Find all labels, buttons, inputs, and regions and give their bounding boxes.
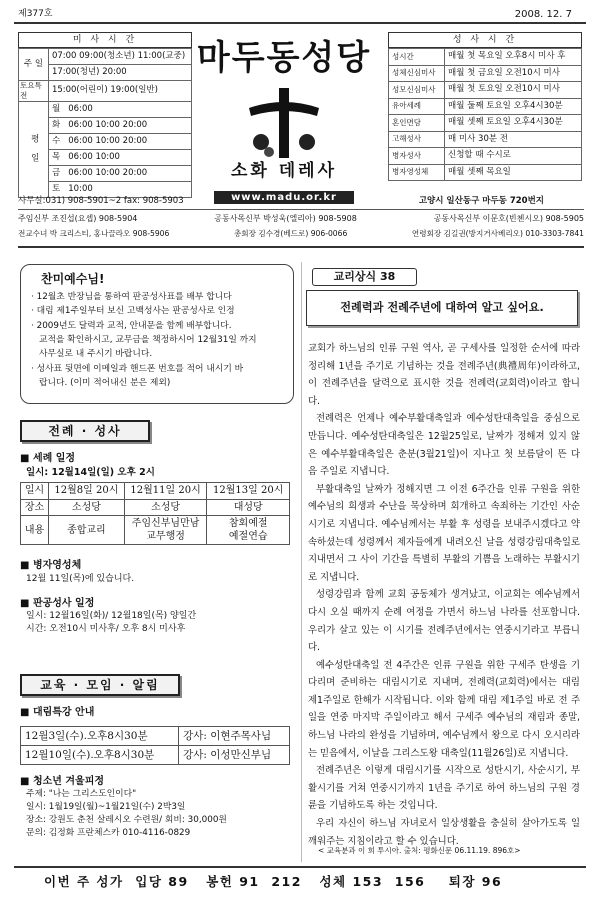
weekday-times: 06:00 10:00 20:00 [68, 120, 148, 131]
weekday-times: 10:00 [68, 184, 93, 195]
catechism-paragraph: 교회가 하느님의 인류 구원 역사, 곧 구세사를 일정한 순서에 따라 정리해 1년을 주기로 기념하는 것을 전례주년(典禮周年)이라하고, 이 전례주년을 달력으로 표시한 것을 전례력(교회력)이라고 합니다. [308, 343, 580, 407]
grid-cell: 내용 [21, 516, 49, 545]
catechism-paragraph: 우리 자신이 하느님 자녀로서 일상생활을 충실히 살아가도록 일깨워주는 지침이라고 할 수 있습니다. [308, 818, 580, 847]
liturgy-section-title: 전례 · 성사 [20, 420, 150, 442]
notice-item: · 대림 제1주일부터 보신 고백성사는 판공성사로 인정 [31, 306, 235, 317]
grid-cell: 종합교리 [49, 516, 125, 545]
confession-title: 판공성사 일정 [32, 597, 95, 609]
notice-title: 찬미예수님! [41, 272, 105, 286]
sacrament-value: 매월 셋째 목요일 [445, 164, 582, 181]
weekday-day: 월 [51, 104, 61, 115]
sacrament-key: 성모신심미사 [389, 82, 445, 99]
sacrament-value: 매월 둘째 토요일 오후4시30분 [445, 98, 582, 115]
catechism-paragraph: 부활대축일 날짜가 정해지면 그 이전 6주간을 인류 구원을 위한 예수님의 희생과 수난을 묵상하며 회개하고 속죄하는 기간인 사순시기로 지냅니다. 예수님께서는 부활 후 성령을 보내주시겠다고 약속하셨는데 성령께서 제자들에게 내려오신 날을 성령강림대축일로 지내면서 그 사이 기간을 특별히 부활의 기쁨을 노래하는 부활시기로 지냅니다. [308, 483, 580, 583]
catechism-paragraph: 전례주년은 이렇게 대림시기를 시작으로 성탄시기, 사순시기, 부활시기를 거쳐 연중시기까지 1년을 주기로 하여 하느님의 구원 경륜을 기념하도록 하는 것입니다. [308, 765, 580, 812]
sacrament-key: 유아세례 [389, 98, 445, 115]
lecture-speaker: 강사: 이현주목사님 [179, 726, 290, 745]
catechism-paragraph: 예수성탄대축일 전 4주간은 인류 구원을 위한 구세주 탄생을 기다리며 준비하는 대림시기로 지내며, 전례력(교회력)에서는 대림 제1주일로 한해가 시작됩니다. 이와 함께 대림 제1주일 바로 전 주일을 연중 마지막 주일이라고 해서 구세주 예수님의 재림과 종말, 하느님 나라의 완성을 기념하며, 예수님께서 왕으로 다시 오시리라는 믿음에서, 이날을 그리스도왕 대축일(11월26일)로 지냅니다. [308, 659, 580, 759]
grid-cell: 장소 [21, 499, 49, 516]
youth-line: 일시: 1월19일(월)~1월21일(수) 2박3일 [26, 802, 186, 813]
confession-line: 시간: 오전10시 미사후/ 오후 8시 미사후 [26, 623, 186, 634]
sacrament-value: 매 미사 30분 전 [445, 131, 582, 148]
grid-cell: 12월11일 20시 [124, 483, 207, 500]
issue-number: 제377호 [18, 9, 53, 19]
grid-cell: 일시 [21, 483, 49, 500]
issue-date: 2008. 12. 7 [514, 9, 572, 20]
confession-line: 일시: 12월16일(화)/ 12월18일(목) 양일간 [26, 611, 197, 622]
square-bullet-icon: ■ [20, 597, 30, 609]
contact-entry: 공동사목신부 박성욱(엘리아) 908-5908 [214, 214, 357, 224]
catechism-paragraph: 성령강림과 함께 교회 공동체가 생겨났고, 이교회는 예수님께서 다시 오실 때까지 순례 여정을 가면서 하느님 나라를 선포합니다. 우리가 살고 있는 이 시기를 전례주년에서는 연중시기라고 부릅니다. [308, 589, 580, 654]
sunday-line2: 17:00(청년) 20:00 [48, 65, 191, 81]
grid-cell: 소성당 [49, 499, 125, 516]
youth-retreat-title: 청소년 겨울피정 [32, 775, 105, 787]
sacrament-key: 병자영성체 [389, 164, 445, 181]
lecture-date: 12월3일(수).오후8시30분 [21, 726, 179, 745]
sick-communion-title: 병자영성체 [32, 560, 82, 572]
sacrament-key: 고해성사 [389, 131, 445, 148]
notice-box [20, 264, 294, 404]
saturday-label: 토요특전 [19, 81, 49, 102]
grid-cell: 대성당 [207, 499, 290, 516]
grid-cell: 12월8일 20시 [49, 483, 125, 500]
parish-patron: 소화 데레사 [230, 161, 338, 182]
header-rule [14, 22, 586, 24]
footer-rule [14, 866, 586, 868]
weekday-day: 토 [51, 184, 61, 195]
sacrament-times-panel [388, 32, 582, 181]
weekday-day: 금 [51, 168, 61, 179]
sacrament-value: 매월 셋째 토요일 오후4시30분 [445, 115, 582, 132]
weekday-day: 목 [51, 152, 61, 163]
contact-entry: 공동사목신부 이문호(빈첸시오) 908-5905 [433, 214, 584, 224]
office-phone: 사무실:031) 908-5901~2 fax: 908-5903 [18, 196, 184, 206]
notice-item: · 성사표 뒷면에 이메일과 핸드폰 번호를 적어 내시기 바 [31, 363, 244, 374]
mass-times-panel [18, 32, 192, 198]
weekday-times: 06:00 [68, 104, 93, 115]
column-divider [301, 262, 302, 862]
cross-icon [239, 82, 329, 162]
sacrament-value: 매월 첫 금요일 오전10시 미사 [445, 65, 582, 82]
parish-url[interactable]: www.madu.or.kr [214, 191, 354, 204]
grid-cell: 소성당 [124, 499, 207, 516]
contacts [18, 196, 584, 248]
square-bullet-icon: ■ [20, 560, 30, 572]
notice-item: 사무실로 내 주시기 바랍니다. [39, 349, 153, 360]
square-bullet-icon: ■ [20, 707, 30, 718]
catechism-title: 전례력과 전례주년에 대하여 알고 싶어요. [306, 290, 578, 326]
advent-lecture-title: 대림특강 안내 [32, 707, 95, 718]
youth-line: 주제: "나는 그리스도인이다" [26, 789, 137, 800]
saturday-line: 15:00(어린이) 19:00(일반) [48, 81, 191, 102]
catechism-paragraph: 전례력은 언제나 예수부활대축일과 예수성탄대축일을 중심으로 만듭니다. 예수성탄대축일은 12월25일로, 날짜가 정해져 있지 않은 예수부활대축일은 춘분(3월21일)이 지나고 첫 보름달이 뜬 다음 주일로 지냅니다. [308, 413, 580, 478]
youth-line: 문의: 김정화 프란체스카 010-4116-0829 [26, 828, 191, 839]
lecture-speaker: 강사: 이성만신부님 [179, 745, 290, 764]
sacrament-value: 매월 첫 토요일 오전10시 미사 [445, 82, 582, 99]
sacrament-key: 성시간 [389, 49, 445, 66]
weekday-day: 화 [51, 120, 61, 131]
sacrament-value: 신청할 때 수시로 [445, 148, 582, 165]
education-section-title: 교육 · 모임 · 알림 [20, 674, 180, 696]
sacrament-key: 성체신심미사 [389, 65, 445, 82]
hymn-numbers: 이번 주 성가 입당 89 봉헌 91 212 성체 153 156 퇴장 96 [44, 874, 503, 889]
square-bullet-icon: ■ [20, 775, 30, 787]
address: 고양시 일산동구 마두동 720번지 [418, 196, 544, 206]
catechism-tag: 교리상식 38 [312, 268, 417, 286]
sacrament-key: 병자성사 [389, 148, 445, 165]
education-section [20, 706, 295, 840]
contact-entry: 총회장 김수경(베드로) 906-0066 [233, 229, 348, 239]
youth-line: 장소: 강원도 춘천 살레시오 수련원/ 회비: 30,000원 [26, 815, 227, 826]
mass-times-title: 미 사 시 간 [18, 32, 192, 48]
weekday-times: 06:00 10:00 [68, 152, 120, 163]
notice-item: 교적을 확인하시고, 교무금을 책정하시어 12월31일 까지 [39, 335, 257, 346]
sacrament-key: 혼인면담 [389, 115, 445, 132]
notice-item: · 2009년도 달력과 교적, 안내문을 함께 배부합니다. [31, 320, 232, 331]
contact-entry: 전교수녀 박 크리스티, 홍나끌라오 908-5906 [18, 229, 170, 239]
weekday-times: 06:00 10:00 20:00 [68, 136, 148, 147]
liturgy-section [20, 452, 295, 635]
grid-cell: 참회예절 예절연습 [207, 516, 290, 545]
grid-cell: 12월13일 20시 [207, 483, 290, 500]
notice-item: · 12월초 반장님을 통하여 판공성사표를 배부 합니다 [31, 292, 232, 303]
parish-logo [196, 36, 372, 204]
contact-entry: 연령회장 김길권(방지거사베리오) 010-3303-7841 [411, 229, 584, 239]
weekday-times: 06:00 10:00 20:00 [68, 168, 148, 179]
contact-entry: 주임신부 조진섭(요셉) 908-5904 [18, 214, 138, 224]
sacrament-times-title: 성 사 시 간 [388, 32, 582, 48]
sacrament-value: 매월 첫 목요일 오후8시 미사 후 [445, 49, 582, 66]
catechism-body [308, 340, 580, 850]
baptism-date: 일시: 12월14일(일) 오후 2시 [26, 466, 155, 478]
square-bullet-icon: ■ [20, 453, 30, 464]
sunday-line1: 07:00 09:00(청소년) 11:00(교중) [48, 49, 191, 65]
lecture-date: 12월10일(수).오후8시30분 [21, 745, 179, 764]
sunday-label: 주 일 [19, 49, 49, 81]
catechism-source: < 교육분과 이 희 투시아. 출처: 평화신문 06.11.19. 896호> [318, 846, 521, 855]
grid-cell: 주임신부님만남 교무행정 [124, 516, 207, 545]
parish-name: 마두동성당 [196, 38, 372, 78]
notice-item: 랍니다. (이미 적어내신 분은 제외) [39, 377, 171, 388]
weekday-label: 평 일 [19, 102, 49, 198]
weekday-day: 수 [51, 136, 61, 147]
sick-communion-text: 12월 11일(목)에 있습니다. [26, 573, 135, 584]
baptism-title: 세례 일정 [32, 453, 76, 464]
